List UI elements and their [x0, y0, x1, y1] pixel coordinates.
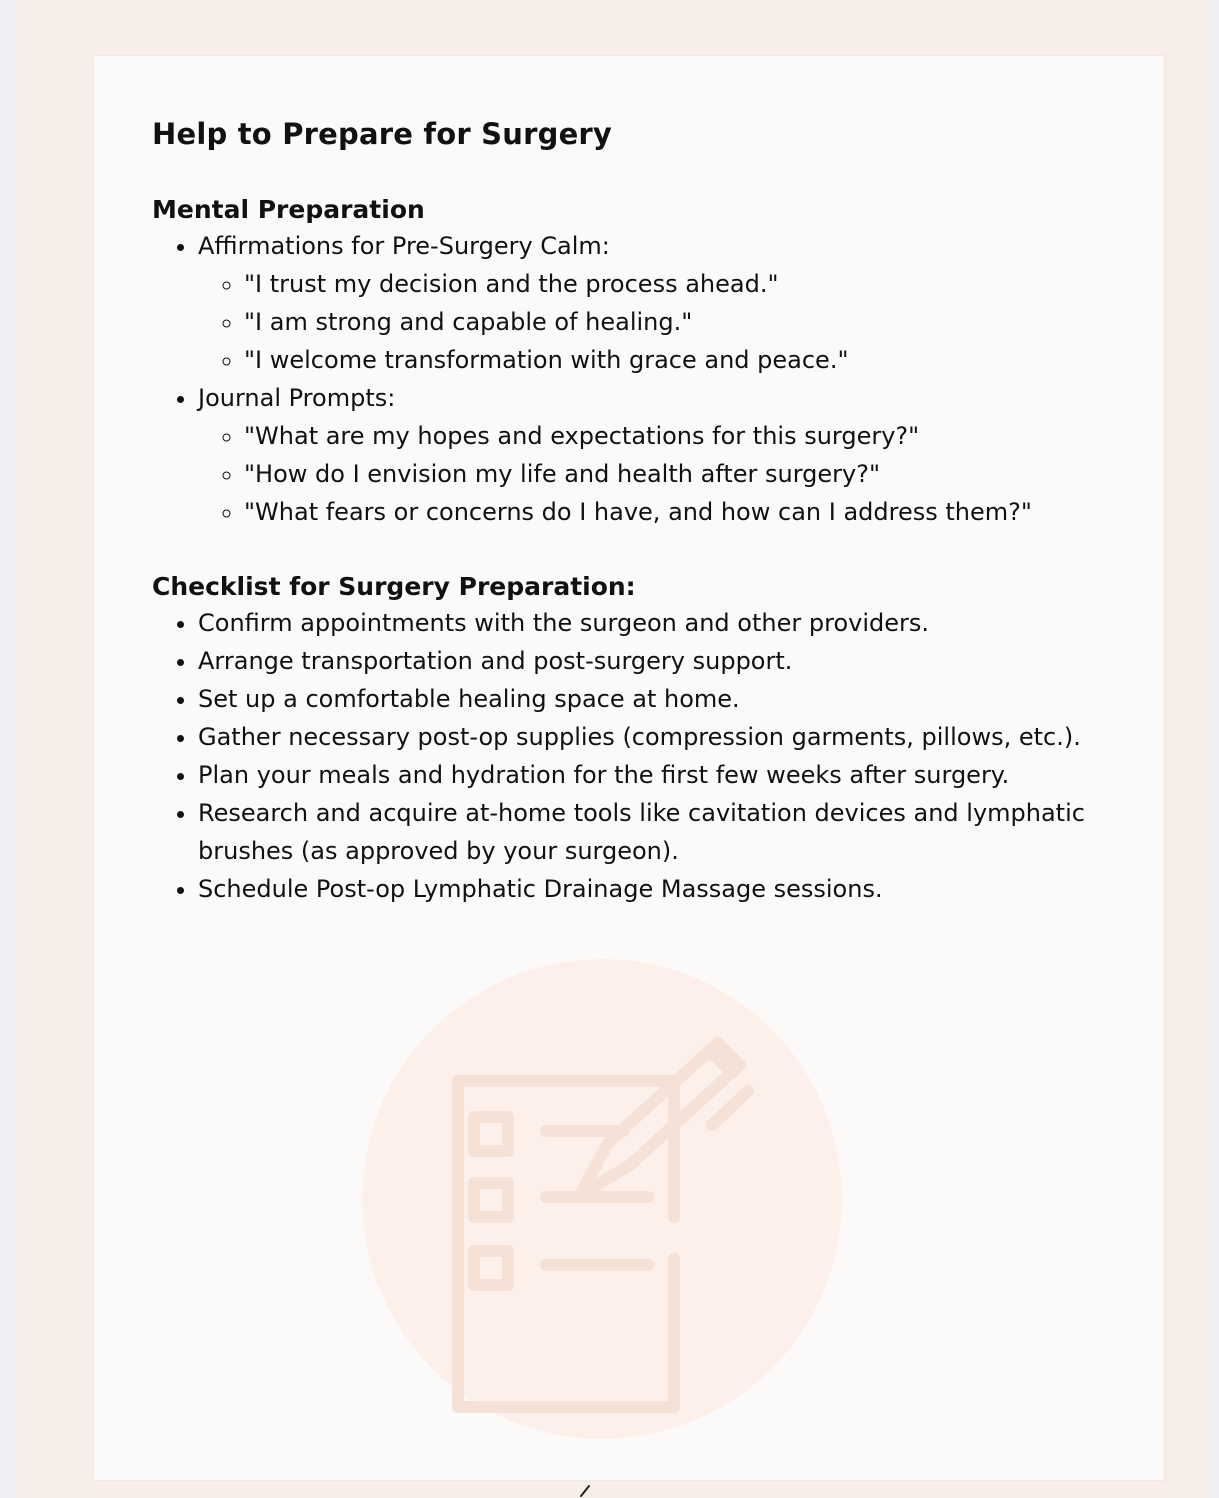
mental-preparation-list [152, 227, 1112, 379]
checklist-item: • Research and acquire at-home tools like cavitation devices and lymphatic brushes (as approved by your surgeon). [198, 794, 1112, 870]
affirmation-item: ◦ "I welcome transformation with grace and peace." [244, 341, 1112, 379]
checklist-item: • Set up a comfortable healing space at home. [198, 680, 1112, 718]
list-item-journal-prompts [198, 379, 1112, 531]
journal-list [152, 379, 1112, 531]
checklist-item: • Plan your meals and hydration for the first few weeks after surgery. [198, 756, 1112, 794]
page-edge-mark-icon [577, 1484, 593, 1498]
section-heading-mental-preparation: Mental Preparation [152, 195, 425, 224]
page-frame [16, 0, 1210, 1498]
checklist-list [152, 604, 1112, 908]
affirmations-label: Affirmations for Pre-Surgery Calm: [198, 232, 610, 260]
checklist-watermark-icon [362, 959, 842, 1439]
journal-prompt-item: ◦ "What are my hopes and expectations for this surgery?" [244, 417, 1112, 455]
checklist-item: • Confirm appointments with the surgeon and other providers. [198, 604, 1112, 642]
affirmation-item: ◦ "I trust my decision and the process ahead." [244, 265, 1112, 303]
section-heading-checklist: Checklist for Surgery Preparation: [152, 572, 636, 601]
checklist-item: • Gather necessary post-op supplies (compression garments, pillows, etc.). [198, 718, 1112, 756]
journal-prompt-item: ◦ "How do I envision my life and health after surgery?" [244, 455, 1112, 493]
checklist-item: • Arrange transportation and post-surgery support. [198, 642, 1112, 680]
document-page [93, 55, 1165, 1481]
affirmations-list [198, 265, 1112, 379]
affirmation-item: ◦ "I am strong and capable of healing." [244, 303, 1112, 341]
journal-prompts-label: Journal Prompts: [198, 384, 396, 412]
list-item-affirmations [198, 227, 1112, 379]
page-title: Help to Prepare for Surgery [152, 117, 613, 151]
document-content [152, 114, 1112, 908]
journal-prompt-item: ◦ "What fears or concerns do I have, and how can I address them?" [244, 493, 1112, 531]
journal-prompts-list [198, 417, 1112, 531]
checklist-item: • Schedule Post-op Lymphatic Drainage Massage sessions. [198, 870, 1112, 908]
